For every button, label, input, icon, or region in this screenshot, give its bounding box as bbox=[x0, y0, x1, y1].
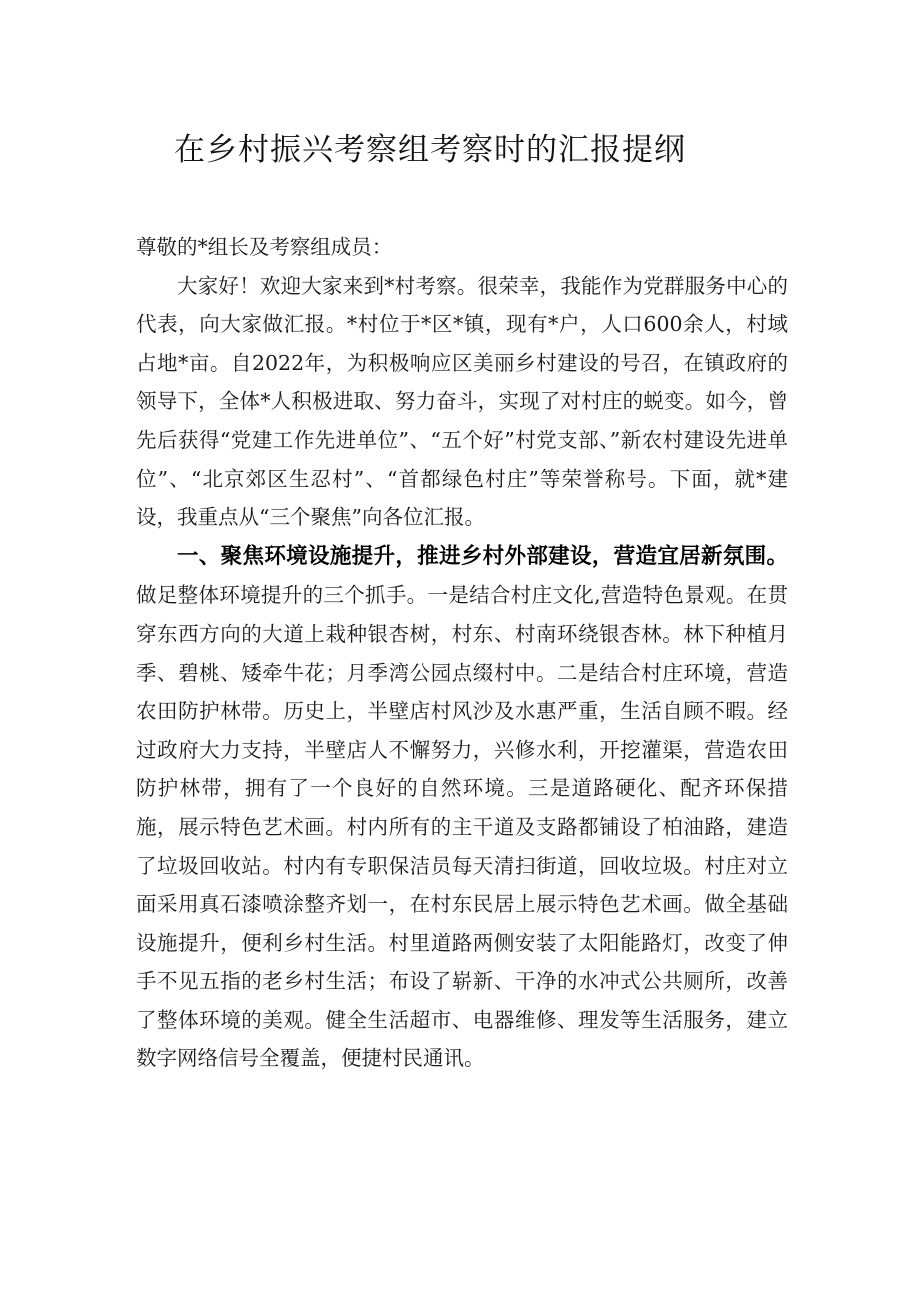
section-1-body: 做足整体环境提升的三个抓手。一是结合村庄文化,营造特色景观。在贯穿东西方向的大道上栽种银杏树，村东、村南环绕银杏林。林下种植月季、碧桃、矮牵牛花；月季湾公园点缀村中。二是结合村庄环境，营造农田防护林带。历史上，半壁店村风沙及水惠严重，生活自顾不暇。经过政府大力支持，半壁店人不懈努力，兴修水利，开挖灌渠，营造农田防护林带，拥有了一个良好的自然环境。三是道路硬化、配齐环保措施，展示特色艺术画。村内所有的主干道及支路都铺设了柏油路，建造了垃圾回收站。村内有专职保洁员每天清扫街道，回收垃圾。村庄对立面采用真石漆喷涂整齐划一，在村东民居上展示特色艺术画。做全基础设施提升，便利乡村生活。村里道路两侧安装了太阳能路灯，改变了伸手不见五指的老乡村生活；布设了崭新、干净的水冲式公共厕所，改善了整体环境的美观。健全生活超市、电器维修、理发等生活服务，建立数字网络信号全覆盖，便捷村民通讯。 bbox=[136, 583, 788, 1071]
document-body bbox=[136, 228, 788, 1078]
section-1-heading: 一、聚焦环境设施提升，推进乡村外部建设，营造宜居新氛围。 bbox=[177, 543, 788, 569]
intro-paragraph: 大家好！欢迎大家来到*村考察。很荣幸，我能作为党群服务中心的代表，向大家做汇报。*村位于*区*镇，现有*户，人口600余人，村域占地*亩。自2022年，为积极响应区美丽乡村建设的号召，在镇政府的领导下，全体*人积极进取、努力奋斗，实现了对村庄的蜕变。如今，曾先后获得“党建工作先进单位”、“五个好”村党支部、”新农村建设先进单位”、“北京郊区生忍村”、“首都绿色村庄”等荣誉称号。下面，就*建设，我重点从“三个聚焦”向各位汇报。 bbox=[136, 273, 788, 530]
document-title: 在乡村振兴考察组考察时的汇报提纲 bbox=[174, 132, 686, 168]
section-1-paragraph bbox=[136, 537, 788, 1078]
salutation: 尊敬的*组长及考察组成员： bbox=[136, 235, 393, 259]
